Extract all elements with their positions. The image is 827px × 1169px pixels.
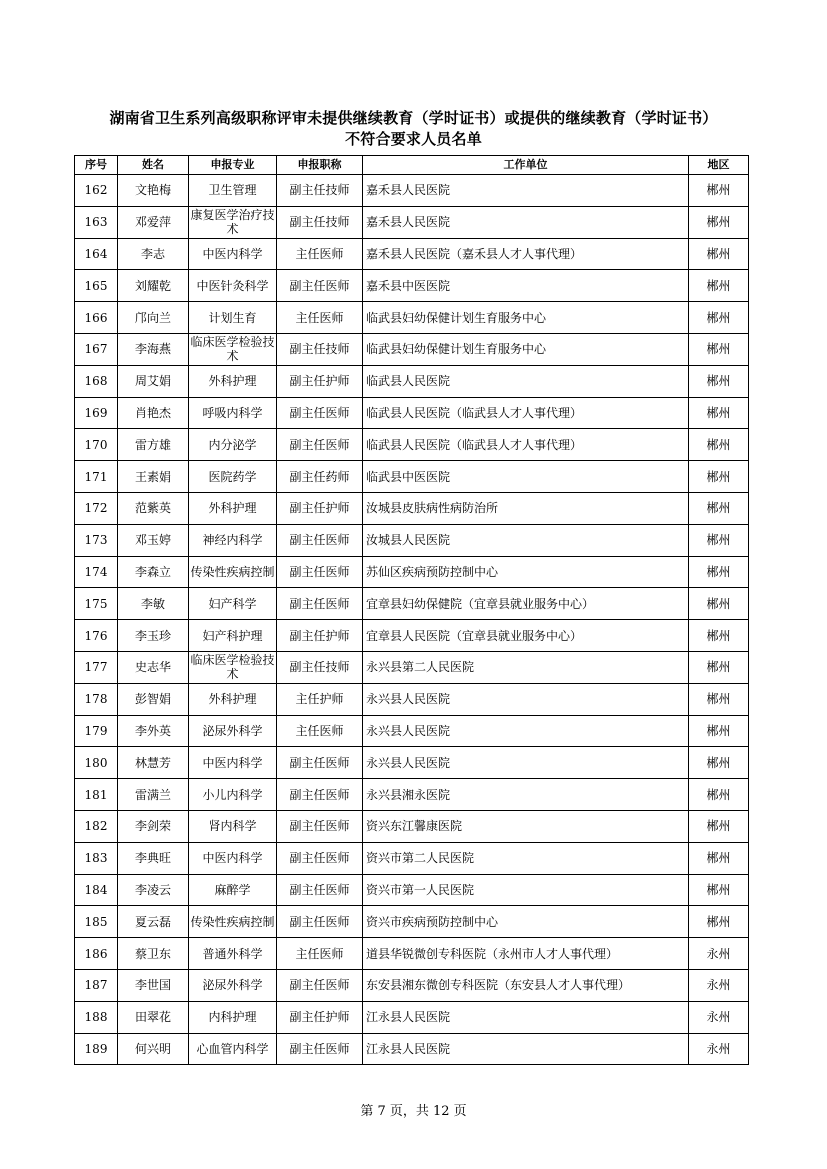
table-row [75,238,749,270]
cell-title: 副主任医师 [277,747,363,779]
table-row [75,1033,749,1065]
cell-index: 183 [75,842,118,874]
cell-specialty: 泌尿外科学 [189,969,277,1001]
cell-title: 副主任医师 [277,524,363,556]
cell-title: 副主任医师 [277,270,363,302]
cell-workplace: 临武县妇幼保健计划生育服务中心 [363,333,689,365]
header-specialty: 申报专业 [189,156,277,175]
cell-specialty: 外科护理 [189,365,277,397]
cell-workplace: 临武县妇幼保健计划生育服务中心 [363,302,689,334]
cell-specialty: 泌尿外科学 [189,715,277,747]
cell-name: 田翠花 [118,1001,189,1033]
cell-name: 史志华 [118,651,189,683]
cell-region: 郴州 [689,842,749,874]
table-row [75,461,749,493]
table-row [75,969,749,1001]
cell-workplace: 汝城县皮肤病性病防治所 [363,492,689,524]
cell-region: 郴州 [689,492,749,524]
cell-specialty: 内分泌学 [189,429,277,461]
cell-name: 李凌云 [118,874,189,906]
cell-name: 雷方雄 [118,429,189,461]
cell-index: 186 [75,938,118,970]
table-row [75,588,749,620]
table-row [75,270,749,302]
cell-workplace: 资兴东江馨康医院 [363,810,689,842]
cell-name: 李敏 [118,588,189,620]
cell-index: 168 [75,365,118,397]
cell-index: 182 [75,810,118,842]
cell-region: 郴州 [689,270,749,302]
cell-index: 163 [75,206,118,238]
cell-name: 刘耀乾 [118,270,189,302]
cell-title: 副主任医师 [277,906,363,938]
cell-name: 邝向兰 [118,302,189,334]
cell-title: 副主任医师 [277,1033,363,1065]
cell-workplace: 临武县中医医院 [363,461,689,493]
cell-specialty: 临床医学检验技术 [190,335,275,364]
cell-index: 180 [75,747,118,779]
cell-index: 170 [75,429,118,461]
header-index: 序号 [75,156,118,175]
cell-name: 夏云磊 [118,906,189,938]
document-title [60,108,767,150]
cell-region: 郴州 [689,333,749,365]
cell-title: 副主任医师 [277,588,363,620]
table-row [75,779,749,811]
cell-index: 164 [75,238,118,270]
cell-index: 185 [75,906,118,938]
cell-specialty: 呼吸内科学 [189,397,277,429]
cell-name: 李典旺 [118,842,189,874]
cell-region: 永州 [689,1033,749,1065]
cell-region: 郴州 [689,651,749,683]
cell-index: 162 [75,175,118,207]
table-row [75,810,749,842]
cell-region: 郴州 [689,620,749,652]
cell-workplace: 临武县人民医院 [363,365,689,397]
cell-region: 郴州 [689,747,749,779]
cell-index: 166 [75,302,118,334]
cell-title: 副主任医师 [277,429,363,461]
cell-region: 郴州 [689,588,749,620]
table-row [75,683,749,715]
cell-specialty: 中医内科学 [189,238,277,270]
table-row [75,302,749,334]
cell-workplace: 资兴市第一人民医院 [363,874,689,906]
cell-region: 永州 [689,969,749,1001]
header-title: 申报职称 [277,156,363,175]
cell-title: 副主任技师 [277,206,363,238]
cell-title: 副主任医师 [277,810,363,842]
cell-workplace: 永兴县湘永医院 [363,779,689,811]
header-workplace: 工作单位 [363,156,689,175]
cell-workplace: 资兴市第二人民医院 [363,842,689,874]
cell-title: 副主任医师 [277,969,363,1001]
cell-name: 周艾娟 [118,365,189,397]
cell-workplace: 江永县人民医院 [363,1001,689,1033]
table-row [75,651,749,683]
table-row [75,620,749,652]
cell-index: 169 [75,397,118,429]
table-row [75,365,749,397]
cell-region: 郴州 [689,810,749,842]
header-region: 地区 [689,156,749,175]
cell-specialty: 中医内科学 [189,842,277,874]
cell-specialty: 麻醉学 [189,874,277,906]
table-row [75,333,749,365]
table-row [75,842,749,874]
title-line-1: 湖南省卫生系列高级职称评审未提供继续教育（学时证书）或提供的继续教育（学时证书） [109,109,718,127]
cell-workplace: 永兴县人民医院 [363,747,689,779]
cell-index: 165 [75,270,118,302]
cell-title: 副主任护师 [277,620,363,652]
cell-specialty: 小儿内科学 [189,779,277,811]
cell-workplace: 宜章县妇幼保健院（宜章县就业服务中心） [363,588,689,620]
cell-title: 副主任护师 [277,365,363,397]
table-row [75,397,749,429]
cell-index: 176 [75,620,118,652]
cell-specialty: 中医内科学 [189,747,277,779]
cell-region: 郴州 [689,238,749,270]
cell-workplace: 嘉禾县人民医院（嘉禾县人才人事代理） [363,238,689,270]
cell-specialty: 传染性疾病控制 [189,556,277,588]
cell-name: 李玉珍 [118,620,189,652]
cell-title: 副主任医师 [277,779,363,811]
cell-index: 175 [75,588,118,620]
cell-name: 文艳梅 [118,175,189,207]
cell-index: 177 [75,651,118,683]
cell-index: 178 [75,683,118,715]
cell-index: 172 [75,492,118,524]
cell-specialty: 妇产科护理 [189,620,277,652]
cell-name: 王素娟 [118,461,189,493]
table-row [75,492,749,524]
cell-specialty: 心血管内科学 [189,1033,277,1065]
cell-title: 副主任技师 [277,651,363,683]
table-row [75,874,749,906]
cell-region: 郴州 [689,397,749,429]
cell-workplace: 嘉禾县人民医院 [363,175,689,207]
header-name: 姓名 [118,156,189,175]
cell-region: 郴州 [689,461,749,493]
cell-region: 郴州 [689,874,749,906]
cell-workplace: 资兴市疾病预防控制中心 [363,906,689,938]
cell-name: 肖艳杰 [118,397,189,429]
cell-region: 郴州 [689,429,749,461]
cell-region: 郴州 [689,683,749,715]
cell-name: 李世国 [118,969,189,1001]
table-row [75,524,749,556]
cell-specialty: 卫生管理 [189,175,277,207]
table-row [75,938,749,970]
cell-title: 主任医师 [277,302,363,334]
cell-name: 范紫英 [118,492,189,524]
cell-region: 郴州 [689,302,749,334]
cell-workplace: 嘉禾县人民医院 [363,206,689,238]
cell-workplace: 嘉禾县中医医院 [363,270,689,302]
cell-name: 邓爱萍 [118,206,189,238]
cell-workplace: 汝城县人民医院 [363,524,689,556]
cell-index: 171 [75,461,118,493]
cell-title: 副主任护师 [277,492,363,524]
cell-specialty: 普通外科学 [189,938,277,970]
cell-index: 184 [75,874,118,906]
table-row [75,429,749,461]
cell-region: 郴州 [689,524,749,556]
table-header-row [75,156,749,175]
cell-name: 林慧芳 [118,747,189,779]
cell-specialty: 康复医学治疗技术 [190,208,275,237]
cell-workplace: 宜章县人民医院（宜章县就业服务中心） [363,620,689,652]
cell-index: 189 [75,1033,118,1065]
table-row [75,206,749,238]
cell-region: 永州 [689,1001,749,1033]
cell-title: 副主任护师 [277,1001,363,1033]
table-row [75,715,749,747]
cell-specialty: 医院药学 [189,461,277,493]
cell-name: 李剑荣 [118,810,189,842]
cell-title: 副主任药师 [277,461,363,493]
cell-workplace: 东安县湘东微创专科医院（东安县人才人事代理） [363,969,689,1001]
cell-specialty: 肾内科学 [189,810,277,842]
cell-title: 副主任医师 [277,397,363,429]
cell-workplace: 江永县人民医院 [363,1033,689,1065]
cell-workplace: 临武县人民医院（临武县人才人事代理） [363,397,689,429]
cell-index: 188 [75,1001,118,1033]
cell-title: 主任医师 [277,238,363,270]
cell-name: 蔡卫东 [118,938,189,970]
cell-title: 副主任医师 [277,842,363,874]
cell-title: 主任医师 [277,715,363,747]
cell-specialty: 传染性疾病控制 [189,906,277,938]
personnel-table [74,155,749,1065]
cell-name: 雷满兰 [118,779,189,811]
cell-workplace: 苏仙区疾病预防控制中心 [363,556,689,588]
cell-workplace: 永兴县人民医院 [363,683,689,715]
cell-index: 167 [75,333,118,365]
cell-region: 郴州 [689,206,749,238]
cell-title: 副主任技师 [277,333,363,365]
cell-specialty: 计划生育 [189,302,277,334]
cell-specialty: 内科护理 [189,1001,277,1033]
cell-region: 郴州 [689,175,749,207]
page-footer: 第 7 页，共 12 页 [360,1104,467,1119]
cell-workplace: 临武县人民医院（临武县人才人事代理） [363,429,689,461]
table-row [75,747,749,779]
cell-title: 主任医师 [277,938,363,970]
cell-region: 郴州 [689,715,749,747]
cell-specialty: 外科护理 [189,683,277,715]
cell-region: 郴州 [689,906,749,938]
cell-specialty: 神经内科学 [189,524,277,556]
cell-name: 李志 [118,238,189,270]
cell-specialty: 妇产科学 [189,588,277,620]
cell-name: 邓玉婷 [118,524,189,556]
cell-region: 郴州 [689,779,749,811]
cell-specialty: 外科护理 [189,492,277,524]
cell-name: 李海燕 [118,333,189,365]
cell-title: 副主任技师 [277,175,363,207]
cell-name: 何兴明 [118,1033,189,1065]
table-row [75,906,749,938]
table-row [75,1001,749,1033]
cell-title: 副主任医师 [277,556,363,588]
cell-specialty: 临床医学检验技术 [190,653,275,682]
cell-workplace: 永兴县第二人民医院 [363,651,689,683]
cell-index: 181 [75,779,118,811]
table-body [75,175,749,1065]
cell-workplace: 永兴县人民医院 [363,715,689,747]
cell-specialty: 中医针灸科学 [189,270,277,302]
table-row [75,556,749,588]
cell-name: 李森立 [118,556,189,588]
cell-region: 郴州 [689,556,749,588]
cell-workplace: 道县华锐微创专科医院（永州市人才人事代理） [363,938,689,970]
cell-name: 彭智娟 [118,683,189,715]
cell-name: 李外英 [118,715,189,747]
cell-index: 187 [75,969,118,1001]
cell-region: 永州 [689,938,749,970]
cell-region: 郴州 [689,365,749,397]
cell-index: 179 [75,715,118,747]
cell-index: 174 [75,556,118,588]
title-line-2: 不符合要求人员名单 [345,130,482,148]
cell-title: 副主任医师 [277,874,363,906]
table-row [75,175,749,207]
cell-index: 173 [75,524,118,556]
cell-title: 主任护师 [277,683,363,715]
